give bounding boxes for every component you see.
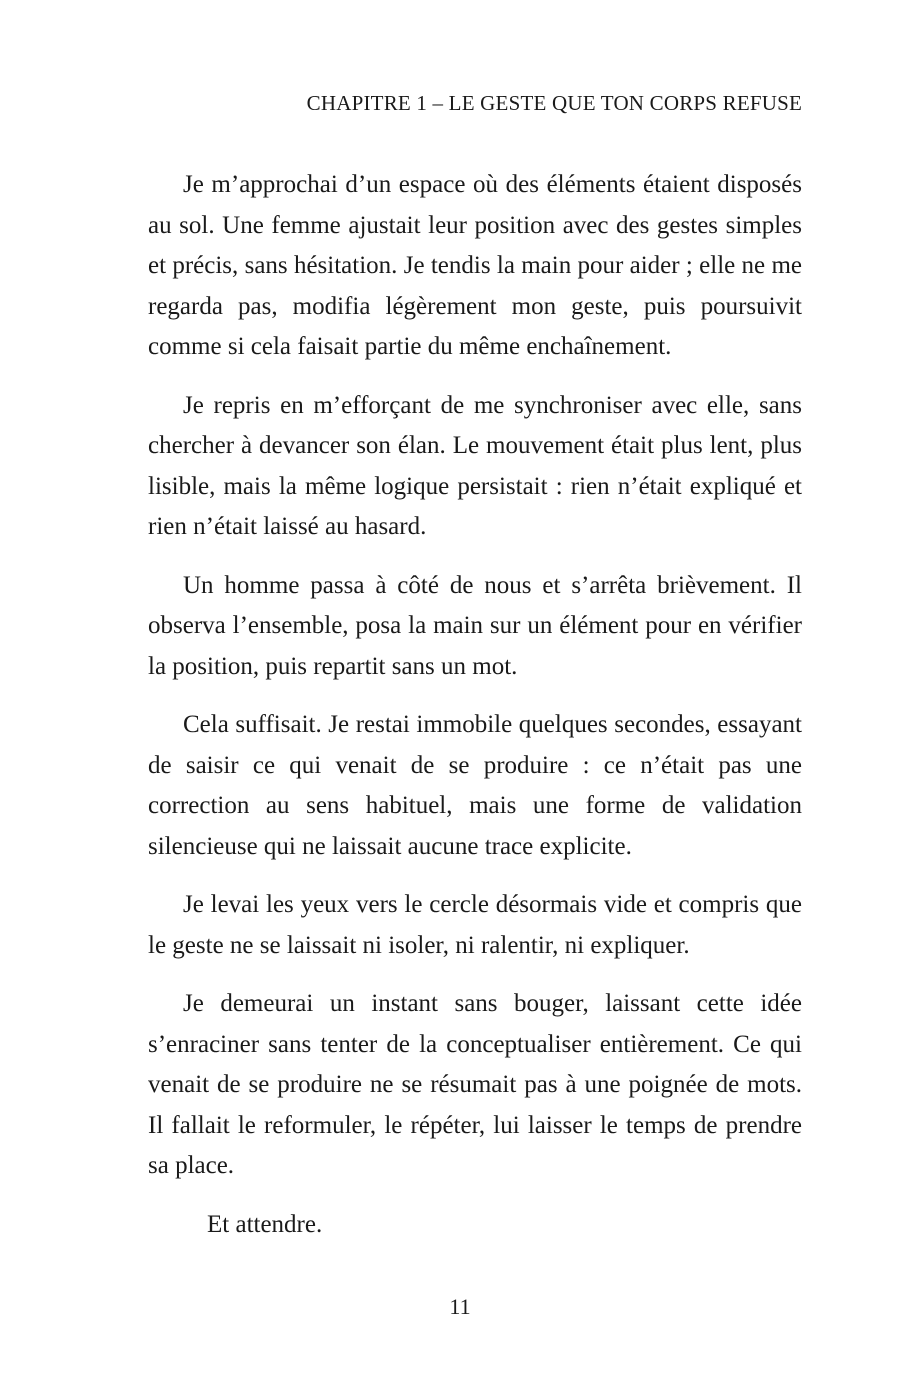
paragraph: Je repris en m’efforçant de me synchroniser avec elle, sans chercher à devancer son élan. Le mouvement était plus lent, plus lisible, mais la même logique persistait : rien n’était expliqué et rien n’était laissé au hasard. (148, 391, 802, 540)
page-number: 11 (449, 1294, 471, 1319)
running-head: CHAPITRE 1 – LE GESTE QUE TON CORPS REFUSE (306, 91, 802, 115)
paragraph: Un homme passa à côté de nous et s’arrêta brièvement. Il observa l’ensemble, posa la main sur un élément pour en vérifier la position, puis repartit sans un mot. (148, 571, 802, 680)
body-text (148, 165, 802, 1245)
paragraph: Cela suffisait. Je restai immobile quelques secondes, essayant de saisir ce qui venait de se produire : ce n’était pas une correction au sens habituel, mais une forme de validation silencieuse qui ne laissait aucune trace explicite. (148, 711, 802, 860)
paragraph: Je levai les yeux vers le cercle désormais vide et compris que le geste ne se laissait ni isoler, ni ralentir, ni expliquer. (148, 891, 802, 959)
closing-line: Et attendre. (207, 1210, 323, 1238)
paragraph: Je m’approchai d’un espace où des éléments étaient disposés au sol. Une femme ajustait leur position avec des gestes simples et précis, sans hésitation. Je tendis la main pour aider ; elle ne me regarda pas, modifia légèrement mon geste, puis poursuivit comme si cela faisait partie du même enchaînement. (148, 171, 802, 360)
paragraph: Je demeurai un instant sans bouger, laissant cette idée s’enraciner sans tenter de la conceptualiser entièrement. Ce qui venait de se produire ne se résumait pas à une poignée de mots. Il fallait le reformuler, le répéter, lui laisser le temps de prendre sa place. (148, 990, 802, 1179)
